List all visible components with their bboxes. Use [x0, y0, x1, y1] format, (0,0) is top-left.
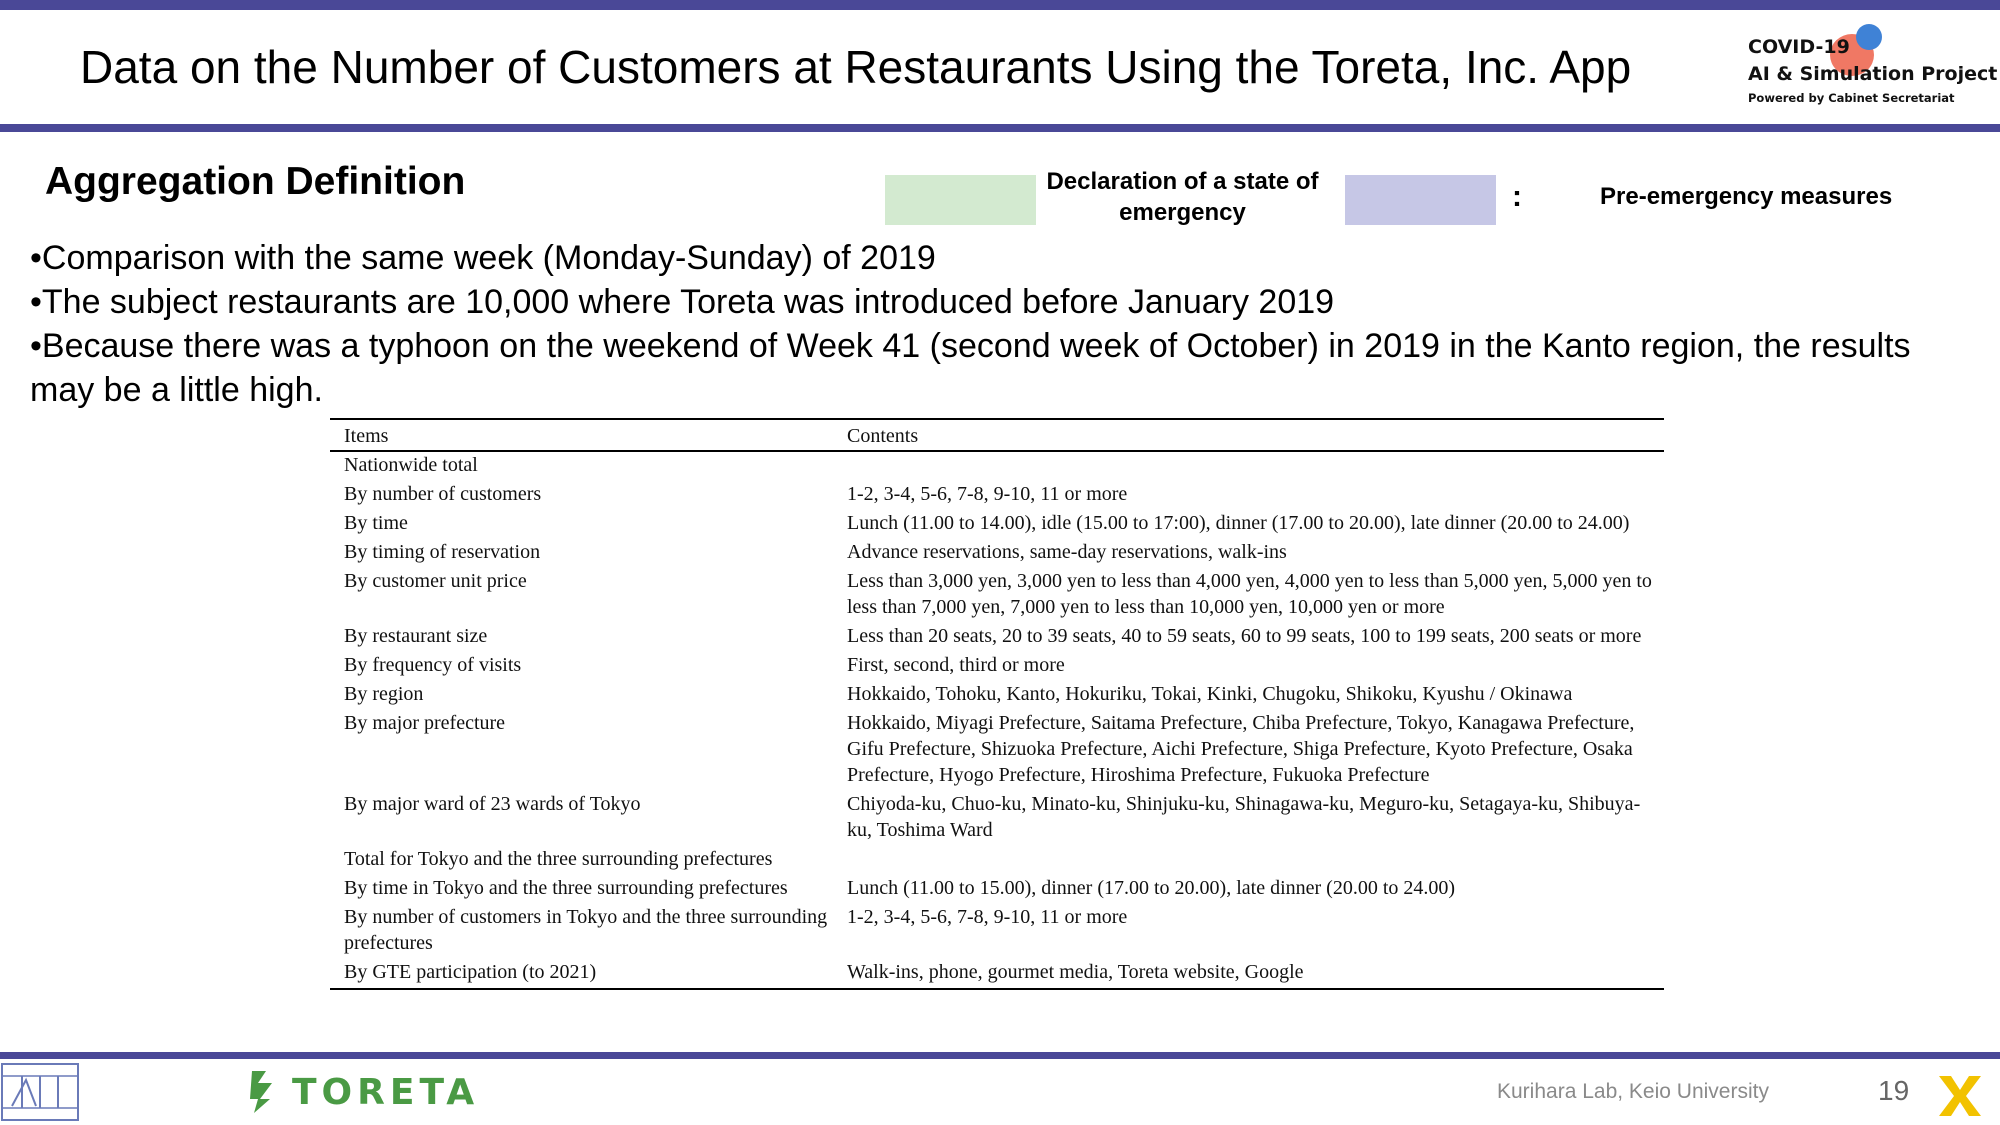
row-item: By restaurant size — [344, 625, 488, 647]
table-row — [330, 510, 1664, 539]
column-header-items: Items — [330, 419, 833, 451]
table-row — [330, 875, 1664, 904]
row-contents: Lunch (11.00 to 14.00), idle (15.00 to 17:00), dinner (17.00 to 20.00), late dinner (20.00 to 24.00) — [847, 512, 1630, 534]
row-item: By customer unit price — [344, 570, 527, 592]
table-row — [330, 451, 1664, 481]
row-contents: Walk-ins, phone, gourmet media, Toreta website, Google — [833, 959, 1664, 989]
row-item: By number of customers — [344, 483, 542, 505]
logo-line-3: Powered by Cabinet Secretariat — [1748, 91, 1955, 105]
row-item: Nationwide total — [344, 454, 478, 476]
row-contents: Advance reservations, same-day reservations, walk-ins — [847, 541, 1287, 563]
row-contents: Less than 20 seats, 20 to 39 seats, 40 to 59 seats, 60 to 99 seats, 100 to 199 seats, 200 seats or more — [847, 625, 1642, 647]
row-contents — [833, 451, 1664, 481]
legend-colon: : — [1512, 180, 1522, 213]
bullet-item: •Because there was a typhoon on the weekend of Week 41 (second week of October) in 2019 in the Kanto region, the results may be a little high. — [30, 327, 1911, 409]
row-contents: 1-2, 3-4, 5-6, 7-8, 9-10, 11 or more — [847, 906, 1128, 928]
table-row — [330, 846, 1664, 875]
row-item: By time in Tokyo and the three surrounding prefectures — [344, 877, 788, 899]
row-item: By major prefecture — [344, 712, 506, 734]
legend-swatch-emergency — [885, 175, 1036, 225]
bullet-item: •Comparison with the same week (Monday-Sunday) of 2019 — [30, 239, 936, 277]
university-logo-icon — [0, 1060, 80, 1124]
legend-label-pre-emergency: Pre-emergency measures — [1600, 183, 1893, 210]
column-header-contents: Contents — [833, 419, 1664, 451]
row-item: By region — [344, 683, 424, 705]
toreta-logo: TORETA — [292, 1072, 480, 1113]
page-title: Data on the Number of Customers at Restaurants Using the Toreta, Inc. App — [80, 41, 1632, 93]
x-logo-icon — [1935, 1070, 1985, 1120]
table-row — [330, 681, 1664, 710]
row-item: By GTE participation (to 2021) — [330, 959, 833, 989]
table-row — [330, 623, 1664, 652]
lab-credit: Kurihara Lab, Keio University — [1497, 1080, 1769, 1103]
table-row — [330, 791, 1664, 846]
table-row — [330, 481, 1664, 510]
bullet-list — [30, 236, 1980, 412]
table-header-row — [330, 419, 1664, 451]
bullet-item: •The subject restaurants are 10,000 where Toreta was introduced before January 2019 — [30, 283, 1335, 321]
legend-swatch-pre-emergency — [1345, 175, 1496, 225]
row-item: By major ward of 23 wards of Tokyo — [344, 793, 641, 815]
row-contents — [833, 846, 1664, 875]
top-accent-bar — [0, 0, 2000, 10]
row-item: By frequency of visits — [344, 654, 522, 676]
section-heading: Aggregation Definition — [45, 160, 466, 203]
row-contents: Lunch (11.00 to 15.00), dinner (17.00 to 20.00), late dinner (20.00 to 24.00) — [847, 877, 1456, 899]
row-contents: Hokkaido, Miyagi Prefecture, Saitama Prefecture, Chiba Prefecture, Tokyo, Kanagawa Prefecture, Gifu Prefecture, Shizuoka Prefecture, Aichi Prefecture, Shiga Prefecture, Kyoto Prefecture, Osaka Prefecture, Hyogo Prefecture, Hiroshima Prefecture, Fukuoka Prefecture — [847, 712, 1635, 786]
row-contents: Hokkaido, Tohoku, Kanto, Hokuriku, Tokai, Kinki, Chugoku, Shikoku, Kyushu / Okinawa — [847, 683, 1573, 705]
table-row — [330, 959, 1664, 989]
row-contents: Chiyoda-ku, Chuo-ku, Minato-ku, Shinjuku-ku, Shinagawa-ku, Meguro-ku, Setagaya-ku, Shibuya-ku, Toshima Ward — [847, 793, 1641, 841]
table-row — [330, 710, 1664, 791]
logo-line-2: AI & Simulation Project — [1748, 63, 1998, 85]
table-row — [330, 539, 1664, 568]
table-row — [330, 652, 1664, 681]
page-number: 19 — [1878, 1075, 1910, 1106]
row-item: By time — [344, 512, 408, 534]
row-item: By timing of reservation — [344, 541, 541, 563]
row-item: By number of customers in Tokyo and the three surrounding prefectures — [344, 906, 828, 954]
footer-divider — [0, 1052, 2000, 1059]
row-contents: 1-2, 3-4, 5-6, 7-8, 9-10, 11 or more — [847, 483, 1128, 505]
row-contents: First, second, third or more — [847, 654, 1065, 676]
logo-line-1: COVID-19 — [1748, 36, 1850, 58]
table-row — [330, 904, 1664, 959]
legend-label-emergency: Declaration of a state of emergency — [1046, 168, 1319, 226]
table-row — [330, 568, 1664, 623]
toreta-leaf-icon — [246, 1069, 280, 1115]
aggregation-table — [330, 418, 1664, 990]
header-divider — [0, 124, 2000, 132]
covid-project-logo — [1748, 34, 1997, 108]
row-contents: Less than 3,000 yen, 3,000 yen to less than 4,000 yen, 4,000 yen to less than 5,000 yen, 5,000 yen to less than 7,000 yen, 7,000 yen to less than 10,000 yen, 10,000 yen or more — [847, 570, 1652, 618]
row-item: Total for Tokyo and the three surrounding prefectures — [344, 848, 773, 870]
